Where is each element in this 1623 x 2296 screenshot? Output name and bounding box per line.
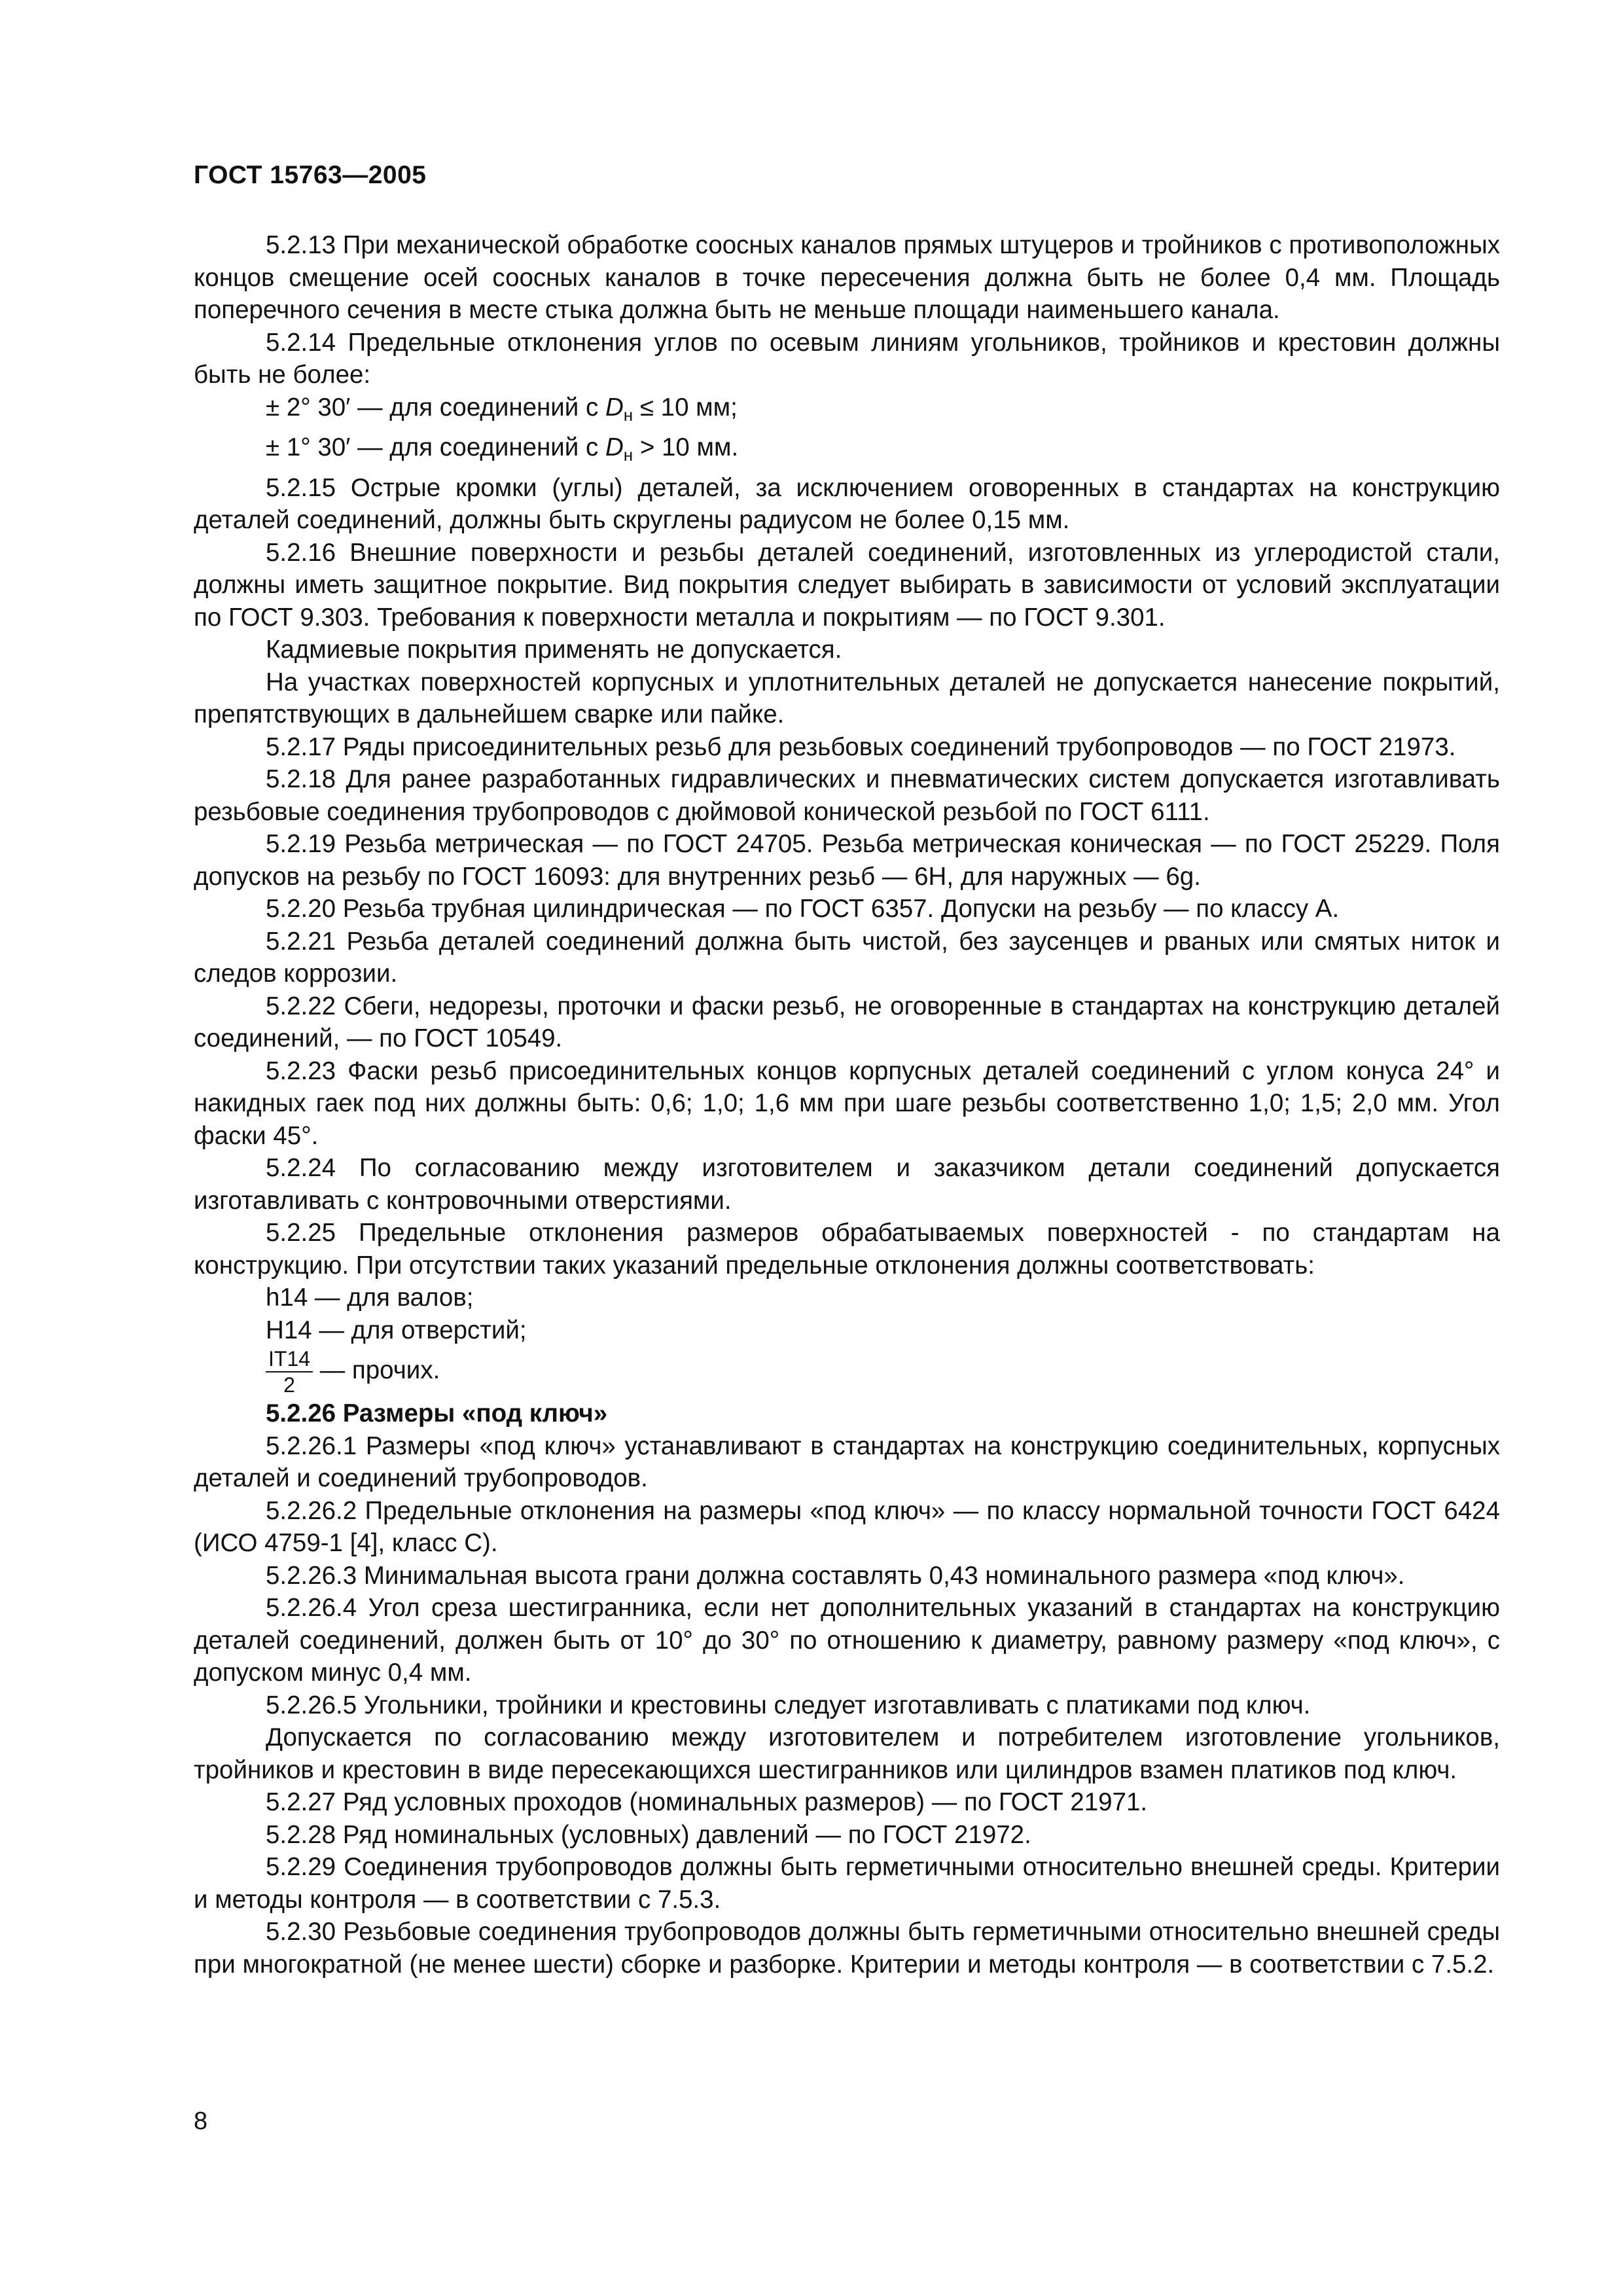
- clause-5-2-24: 5.2.24 По согласованию между изготовителем и заказчиком детали соединений допускается изготавливать с контровочными отверстиями.: [194, 1154, 1500, 1215]
- clause-5-2-25-item-c: [194, 1346, 1500, 1397]
- clause-5-2-26-4: 5.2.26.4 Угол среза шестигранника, если нет дополнительных указаний в стандартах на конструкцию деталей соединений, должен быть от 10° до 30° по отношению к диаметру, равному размеру «под ключ», с допуском минус 0,4 мм.: [194, 1594, 1500, 1687]
- item-text: ± 1° 30′ — для соединений с: [266, 433, 605, 461]
- document-header: ГОСТ 15763—2005: [194, 161, 427, 189]
- clause-5-2-13: 5.2.13 При механической обработке соосных каналов прямых штуцеров и тройников с противоположных концов смещение осей соосных каналов в точке пересечения должна быть не более 0,4 мм. Площадь поперечного сечения в месте стыка должна быть не меньше площади наименьшего канала.: [194, 231, 1500, 324]
- clause-5-2-14-item-b: [194, 431, 1500, 472]
- clause-5-2-16-c: На участках поверхностей корпусных и уплотнительных деталей не допускается нанесение покрытий, препятствующих в дальнейшем сварке или пайке.: [194, 668, 1500, 728]
- document-body: [194, 229, 1500, 1981]
- clause-5-2-16: 5.2.16 Внешние поверхности и резьбы деталей соединений, изготовленных из углеродистой стали, должны иметь защитное покрытие. Вид покрытия следует выбирать в зависимости от условий эксплуатации по ГОСТ 9.303. Требования к поверхности металла и покрытиям — по ГОСТ 9.301.: [194, 538, 1500, 632]
- clause-5-2-29: 5.2.29 Соединения трубопроводов должны быть герметичными относительно внешней среды. Критерии и методы контроля — в соответствии с 7.5.3.: [194, 1853, 1500, 1914]
- clause-5-2-26-1: 5.2.26.1 Размеры «под ключ» устанавливают в стандартах на конструкцию соединительных, корпусных деталей и соединений трубопроводов.: [194, 1431, 1500, 1492]
- clause-5-2-28: 5.2.28 Ряд номинальных (условных) давлений — по ГОСТ 21972.: [266, 1820, 1031, 1849]
- clause-5-2-26-5-b: Допускается по согласованию между изготовителем и потребителем изготовление угольников, тройников и крестовин в виде пересекающихся шестигранников или цилиндров взамен платиков под ключ.: [194, 1723, 1500, 1784]
- clause-5-2-18: 5.2.18 Для ранее разработанных гидравлических и пневматических систем допускается изготавливать резьбовые соединения трубопроводов с дюймовой конической резьбой по ГОСТ 6111.: [194, 765, 1500, 826]
- fraction-numerator: IT14: [266, 1346, 313, 1372]
- clause-5-2-14: 5.2.14 Предельные отклонения углов по осевым линиям угольников, тройников и крестовин должны быть не более:: [194, 328, 1500, 389]
- clause-5-2-19: 5.2.19 Резьба метрическая — по ГОСТ 24705. Резьба метрическая коническая — по ГОСТ 25229. Поля допусков на резьбу по ГОСТ 16093: для внутренних резьб — 6Н, для наружных — 6g.: [194, 830, 1500, 891]
- clause-5-2-26-3: 5.2.26.3 Минимальная высота грани должна составлять 0,43 номинального размера «под ключ».: [266, 1561, 1405, 1590]
- item-text: ≤ 10 мм;: [633, 393, 738, 422]
- fraction-denominator: 2: [283, 1373, 295, 1397]
- clause-5-2-21: 5.2.21 Резьба деталей соединений должна быть чистой, без заусенцев и рваных или смятых ниток и следов коррозии.: [194, 927, 1500, 988]
- clause-5-2-26-2: 5.2.26.2 Предельные отклонения на размеры «под ключ» — по классу нормальной точности ГОСТ 6424 (ИСО 4759-1 [4], класс С).: [194, 1496, 1500, 1557]
- clause-5-2-26-5: 5.2.26.5 Угольники, тройники и крестовины следует изготавливать с платиками под ключ.: [266, 1691, 1311, 1719]
- clause-5-2-23: 5.2.23 Фаски резьб присоединительных концов корпусных деталей соединений с углом конуса 24° и накидных гаек под них должны быть: 0,6; 1,0; 1,6 мм при шаге резьбы соответственно 1,0; 1,5; 2,0 мм. Угол фаски 45°.: [194, 1056, 1500, 1150]
- clause-5-2-14-item-a: [194, 391, 1500, 432]
- fraction: [266, 1346, 313, 1397]
- clause-5-2-20: 5.2.20 Резьба трубная цилиндрическая — по ГОСТ 6357. Допуски на резьбу — по классу А.: [266, 895, 1340, 923]
- clause-5-2-30: 5.2.30 Резьбовые соединения трубопроводов должны быть герметичными относительно внешней среды при многократной (не менее шести) сборке и разборке. Критерии и методы контроля — в соответствии с 7.5.2.: [194, 1918, 1500, 1979]
- dn-symbol: D: [605, 393, 624, 422]
- item-text: — прочих.: [313, 1356, 440, 1385]
- dn-subscript: н: [623, 404, 633, 425]
- dn-subscript: н: [623, 445, 633, 465]
- clause-5-2-27: 5.2.27 Ряд условных проходов (номинальных размеров) — по ГОСТ 21971.: [266, 1788, 1148, 1816]
- clause-5-2-26-title: 5.2.26 Размеры «под ключ»: [266, 1399, 608, 1427]
- dn-symbol: D: [605, 433, 624, 461]
- clause-5-2-25-item-b: H14 — для отверстий;: [266, 1316, 527, 1344]
- clause-5-2-17: 5.2.17 Ряды присоединительных резьб для резьбовых соединений трубопроводов — по ГОСТ 21973.: [266, 732, 1456, 761]
- clause-5-2-16-b: Кадмиевые покрытия применять не допускается.: [266, 636, 842, 664]
- clause-5-2-22: 5.2.22 Сбеги, недорезы, проточки и фаски резьб, не оговоренные в стандартах на конструкцию деталей соединений, — по ГОСТ 10549.: [194, 992, 1500, 1052]
- item-text: > 10 мм.: [633, 433, 739, 461]
- clause-5-2-25-item-a: h14 — для валов;: [266, 1283, 474, 1312]
- clause-5-2-15: 5.2.15 Острые кромки (углы) деталей, за исключением оговоренных в стандартах на конструкцию деталей соединений, должны быть скруглены радиусом не более 0,15 мм.: [194, 473, 1500, 534]
- page-number: 8: [194, 2108, 208, 2135]
- item-text: ± 2° 30′ — для соединений с: [266, 393, 605, 422]
- clause-5-2-25: 5.2.25 Предельные отклонения размеров обрабатываемых поверхностей - по стандартам на конструкцию. При отсутствии таких указаний предельные отклонения должны соответствовать:: [194, 1219, 1500, 1280]
